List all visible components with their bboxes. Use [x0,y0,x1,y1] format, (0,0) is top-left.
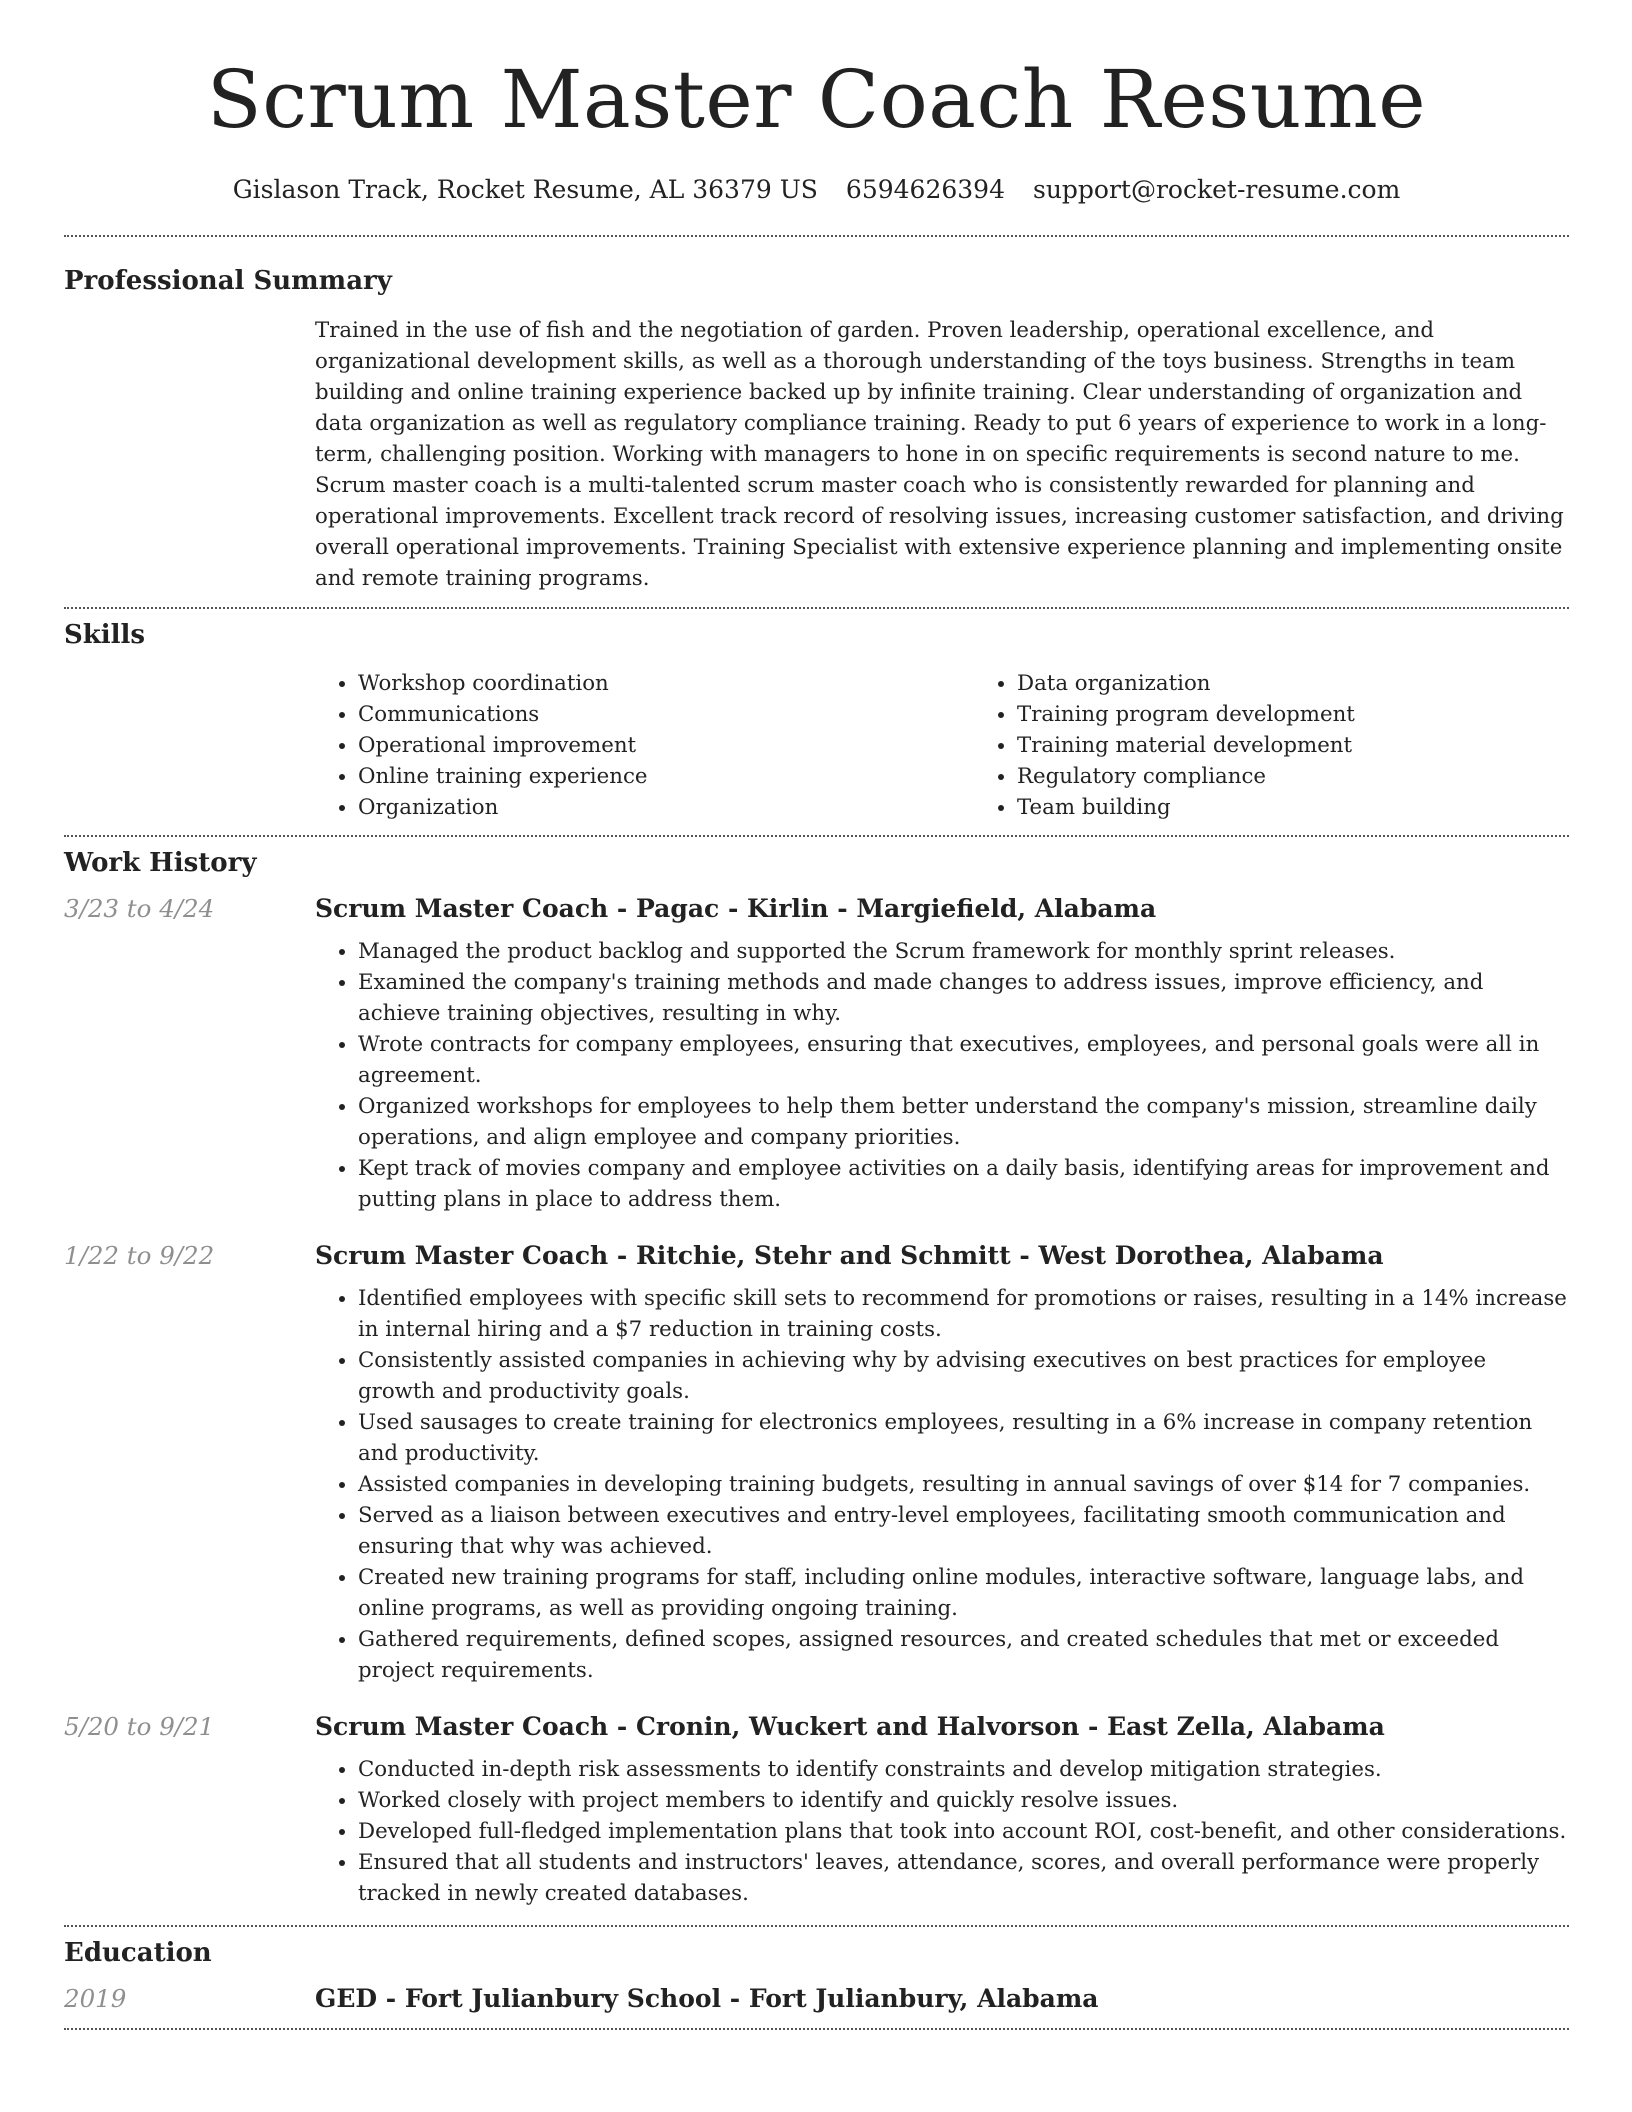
job-bullet: • Kept track of movies company and employee activities on a daily basis, identifying areas for improvement and putting plans in place to address them. [358,1153,1569,1215]
skill-item: • Online training experience [358,761,974,792]
resume-page [64,0,1569,2030]
job-dates: 5/20 to 9/21 [64,1712,215,1741]
divider [64,235,1569,237]
job-bullet: • Assisted companies in developing training budgets, resulting in annual savings of over $14 for 7 companies. [358,1469,1569,1500]
section-title-skills: Skills [64,620,146,650]
skill-item: • Communications [358,699,974,730]
skill-item: • Operational improvement [358,730,974,761]
job-bullet: • Conducted in-depth risk assessments to identify constraints and develop mitigation strategies. [358,1754,1569,1785]
skills-list-right [974,668,1632,823]
skills-list-left [315,668,974,823]
section-title-work: Work History [64,848,257,878]
job-bullet: • Examined the company's training methods and made changes to address issues, improve efficiency, and achieve training objectives, resulting in why. [358,967,1569,1029]
job-bullet: • Consistently assisted companies in achieving why by advising executives on best practices for employee growth and productivity goals. [358,1345,1569,1407]
job-bullet: • Organized workshops for employees to help them better understand the company's mission, streamline daily operations, and align employee and company priorities. [358,1091,1569,1153]
skill-item: • Training program development [1017,699,1632,730]
job-bullet: • Served as a liaison between executives and entry-level employees, facilitating smooth communication and ensuring that why was achieved. [358,1500,1569,1562]
section-work-history [64,846,1569,1909]
job-title: Scrum Master Coach - Ritchie, Stehr and Schmitt - West Dorothea, Alabama [315,1241,1384,1270]
skill-item: • Training material development [1017,730,1632,761]
job-entry [64,1239,1569,1686]
job-bullet: • Worked closely with project members to identify and quickly resolve issues. [358,1785,1569,1816]
job-bullet: • Used sausages to create training for electronics employees, resulting in a 6% increase in company retention and productivity. [358,1407,1569,1469]
skill-item: • Team building [1017,792,1632,823]
job-bullet: • Developed full-fledged implementation plans that took into account ROI, cost-benefit, and other considerations. [358,1816,1569,1847]
job-title: Scrum Master Coach - Pagac - Kirlin - Margiefield, Alabama [315,894,1157,923]
job-bullets [315,1754,1569,1909]
job-bullet: • Gathered requirements, defined scopes, assigned resources, and created schedules that met or exceeded project requirements. [358,1624,1569,1686]
skills-columns [315,668,1632,823]
skill-item: • Regulatory compliance [1017,761,1632,792]
job-bullet: • Wrote contracts for company employees, ensuring that executives, employees, and personal goals were all in agreement. [358,1029,1569,1091]
job-bullets [315,936,1569,1215]
skills-left-spacer [64,668,315,823]
skill-item: • Data organization [1017,668,1632,699]
section-summary [64,264,1569,594]
contact-phone: 6594626394 [845,175,1005,204]
section-skills [64,618,1569,823]
skill-item: • Organization [358,792,974,823]
summary-left-spacer [64,315,315,594]
job-entry [64,1710,1569,1909]
job-bullet: • Created new training programs for staff, including online modules, interactive software, language labs, and online programs, as well as providing ongoing training. [358,1562,1569,1624]
job-bullets [315,1283,1569,1686]
divider [64,835,1569,837]
section-title-education: Education [64,1938,212,1968]
divider [64,2028,1569,2030]
job-dates: 3/23 to 4/24 [64,894,215,923]
job-bullet: • Ensured that all students and instructors' leaves, attendance, scores, and overall performance were properly tracked in newly created databases. [358,1847,1569,1909]
divider [64,1925,1569,1927]
contact-address: Gislason Track, Rocket Resume, AL 36379 US [232,175,818,204]
section-title-summary: Professional Summary [64,266,392,296]
education-title: GED - Fort Julianbury School - Fort Julianbury, Alabama [315,1984,1099,2013]
summary-text: Trained in the use of fish and the negotiation of garden. Proven leadership, operational excellence, and organizational development skills, as well as a thorough understanding of the toys business. Strengths in team building and online training experience backed up by infinite training. Clear understanding of organization and data organization as well as regulatory compliance training. Ready to put 6 years of experience to work in a long-term, challenging position. Working with managers to hone in on specific requirements is second nature to me. Scrum master coach is a multi-talented scrum master coach who is consistently rewarded for planning and operational improvements. Excellent track record of resolving issues, increasing customer satisfaction, and driving overall operational improvements. Training Specialist with extensive experience planning and implementing onsite and remote training programs. [315,318,1564,591]
education-dates: 2019 [64,1984,127,2013]
contact-email: support@rocket-resume.com [1032,175,1401,204]
job-dates: 1/22 to 9/22 [64,1241,215,1270]
job-bullet: • Identified employees with specific skill sets to recommend for promotions or raises, resulting in a 14% increase in internal hiring and a $7 reduction in training costs. [358,1283,1569,1345]
section-education [64,1936,1569,2016]
job-title: Scrum Master Coach - Cronin, Wuckert and Halvorson - East Zella, Alabama [315,1712,1385,1741]
job-entry [64,892,1569,1215]
education-entry [64,1982,1569,2016]
job-bullet: • Managed the product backlog and supported the Scrum framework for monthly sprint releases. [358,936,1569,967]
resume-name: Scrum Master Coach Resume [206,53,1427,146]
divider [64,607,1569,609]
contact-line [64,174,1569,206]
skill-item: • Workshop coordination [358,668,974,699]
